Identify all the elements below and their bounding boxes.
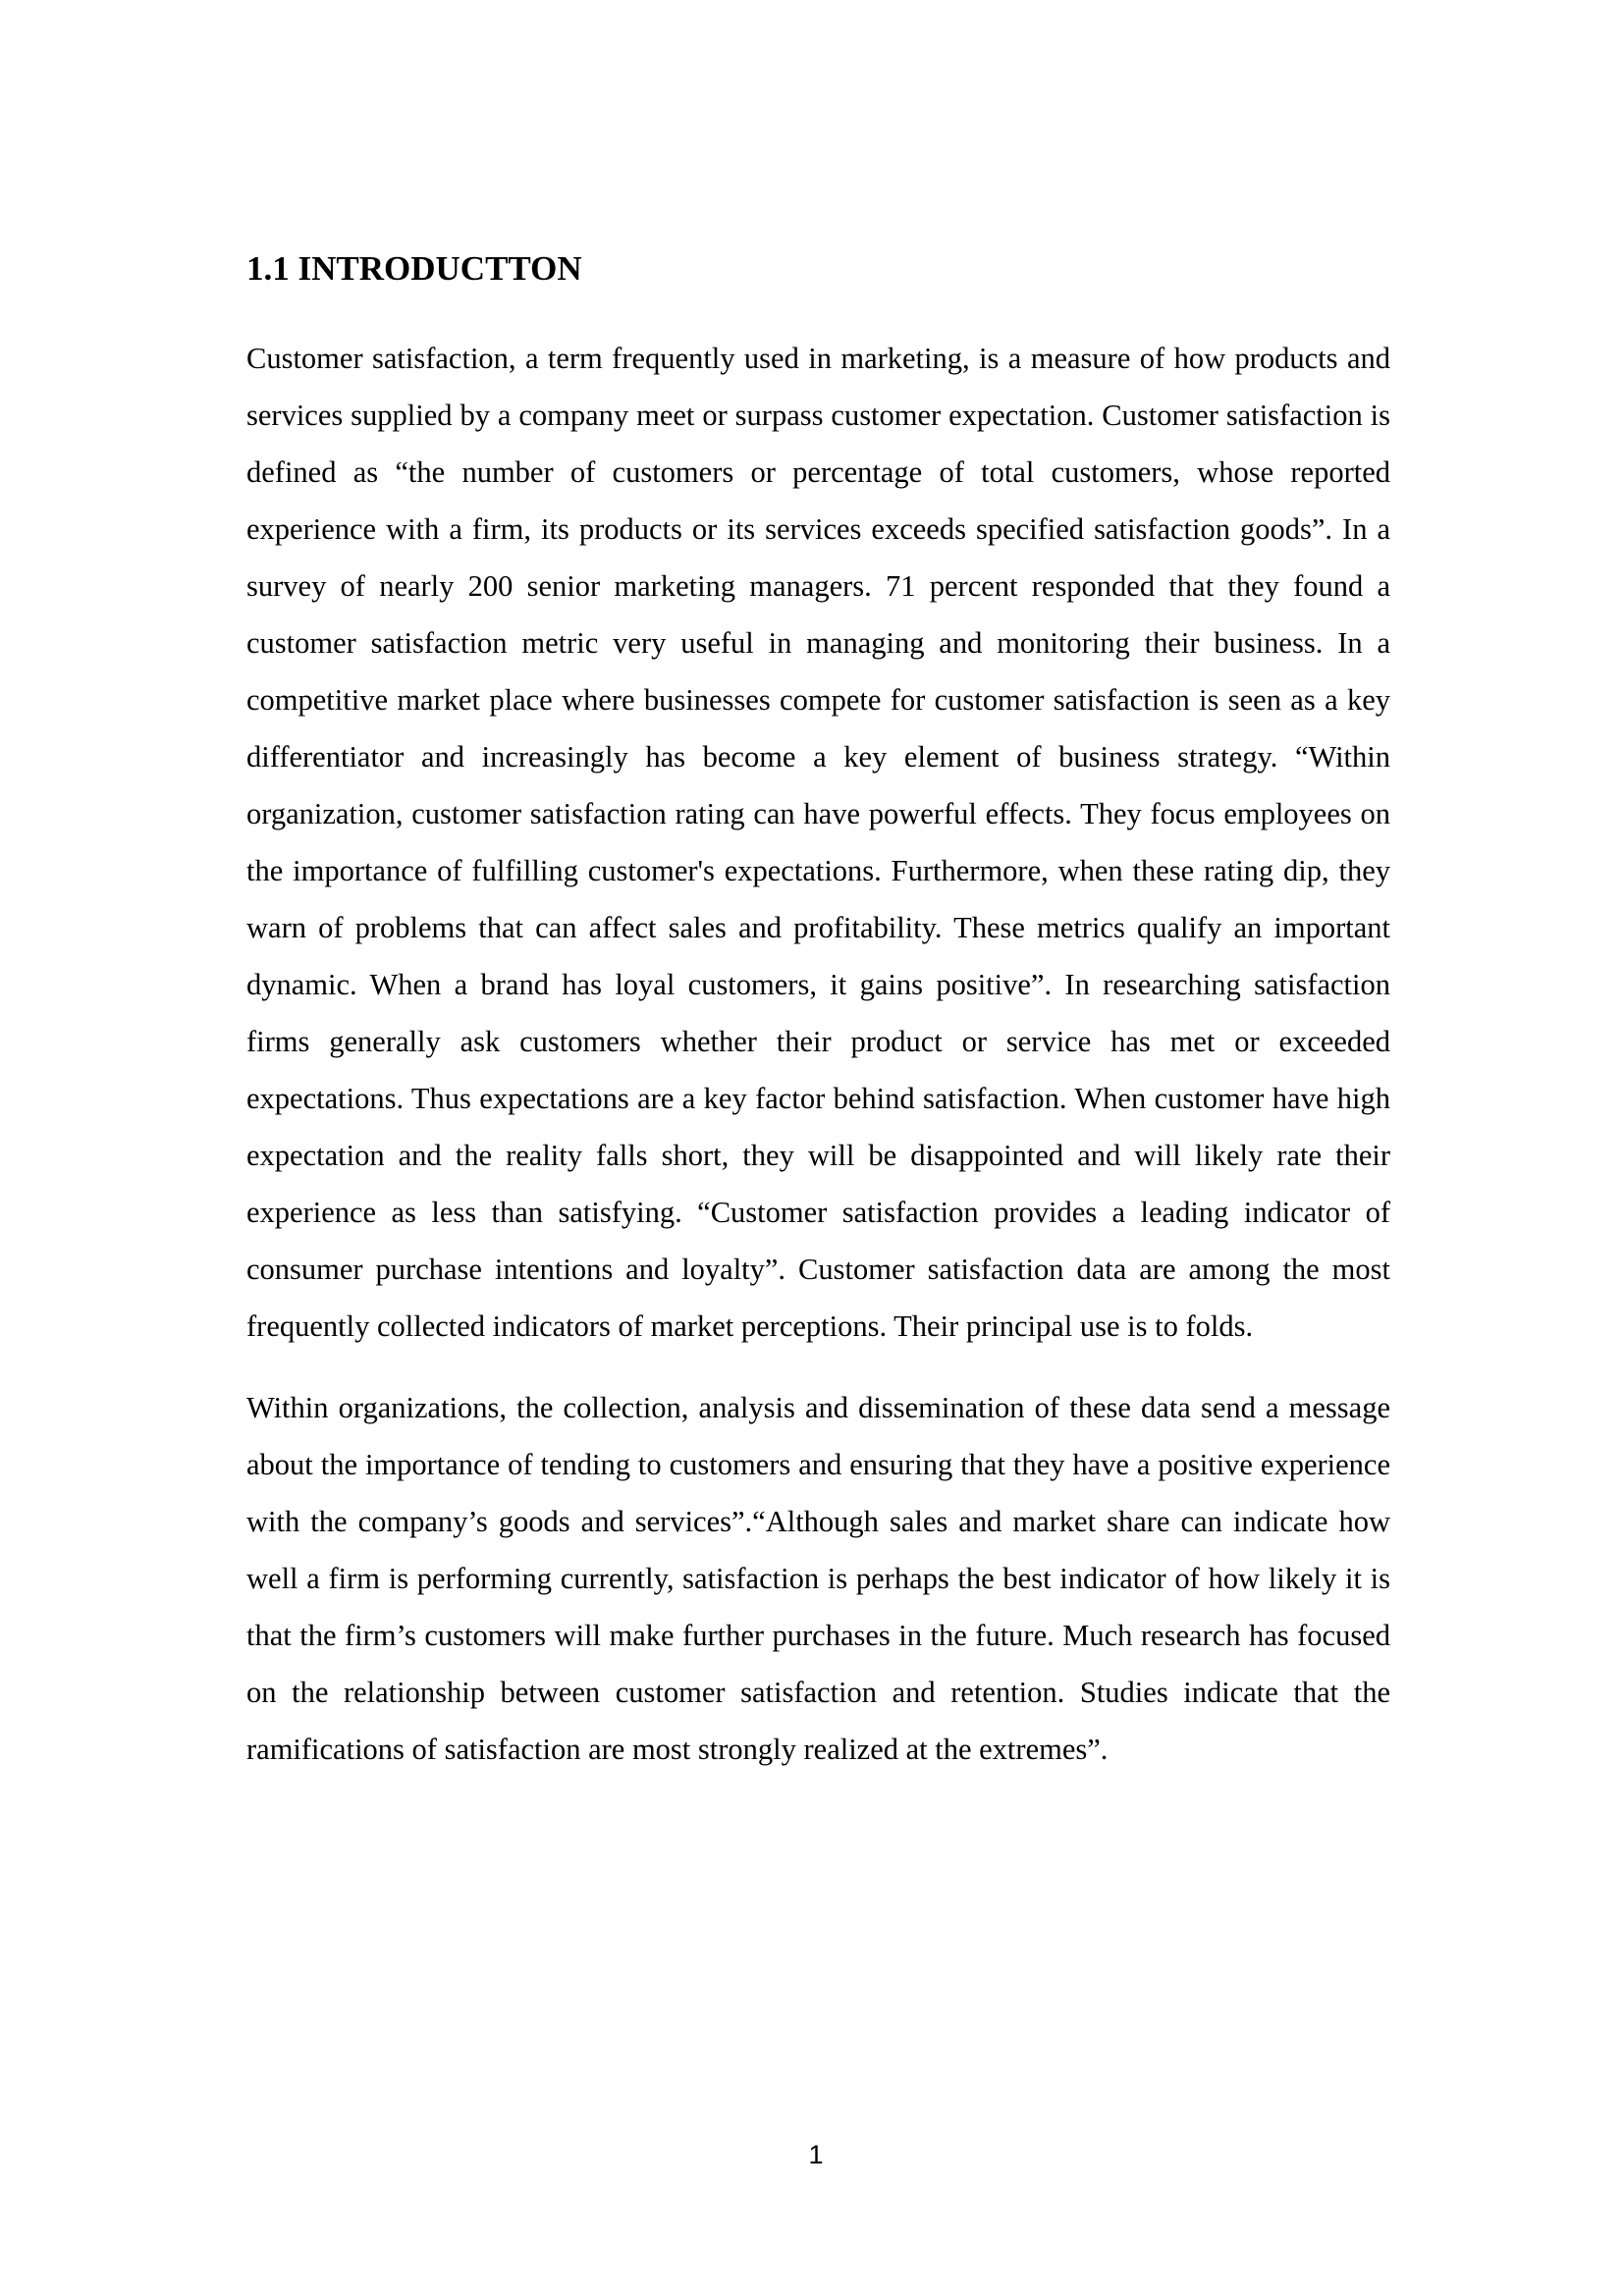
section-heading: 1.1 INTRODUCTTON	[246, 249, 582, 288]
body-paragraph-1: Customer satisfaction, a term frequently used in marketing, is a measure of how products and services supplied by a company meet or surpass customer expectation. Customer satisfaction is defined as “the number of customers or percentage of total customers, whose reported experience with a firm, its products or its services exceeds specified satisfaction goods”. In a survey of nearly 200 senior marketing managers. 71 percent responded that they found a customer satisfaction metric very useful in managing and monitoring their business. In a competitive market place where businesses compete for customer satisfaction is seen as a key differentiator and increasingly has become a key element of business strategy. “Within organization, customer satisfaction rating can have powerful effects. They focus employees on the importance of fulfilling customer's expectations. Furthermore, when these rating dip, they warn of problems that can affect sales and profitability. These metrics qualify an important dynamic. When a brand has loyal customers, it gains positive”. In researching satisfaction firms generally ask customers whether their product or service has met or exceeded expectations. Thus expectations are a key factor behind satisfaction. When customer have high expectation and the reality falls short, they will be disappointed and will likely rate their experience as less than satisfying. “Customer satisfaction provides a leading indicator of consumer purchase intentions and loyalty”. Customer satisfaction data are among the most frequently collected indicators of market perceptions. Their principal use is to folds.	[246, 342, 1390, 1343]
body-paragraph-2: Within organizations, the collection, analysis and dissemination of these data send a message about the importance of tending to customers and ensuring that they have a positive experience with the company’s goods and services”.“Although sales and market share can indicate how well a firm is performing currently, satisfaction is perhaps the best indicator of how likely it is that the firm’s customers will make further purchases in the future. Much research has focused on the relationship between customer satisfaction and retention. Studies indicate that the ramifications of satisfaction are most strongly realized at the extremes”.	[246, 1391, 1390, 1766]
page-number: 1	[808, 2140, 824, 2169]
page-content	[246, 243, 1390, 1778]
